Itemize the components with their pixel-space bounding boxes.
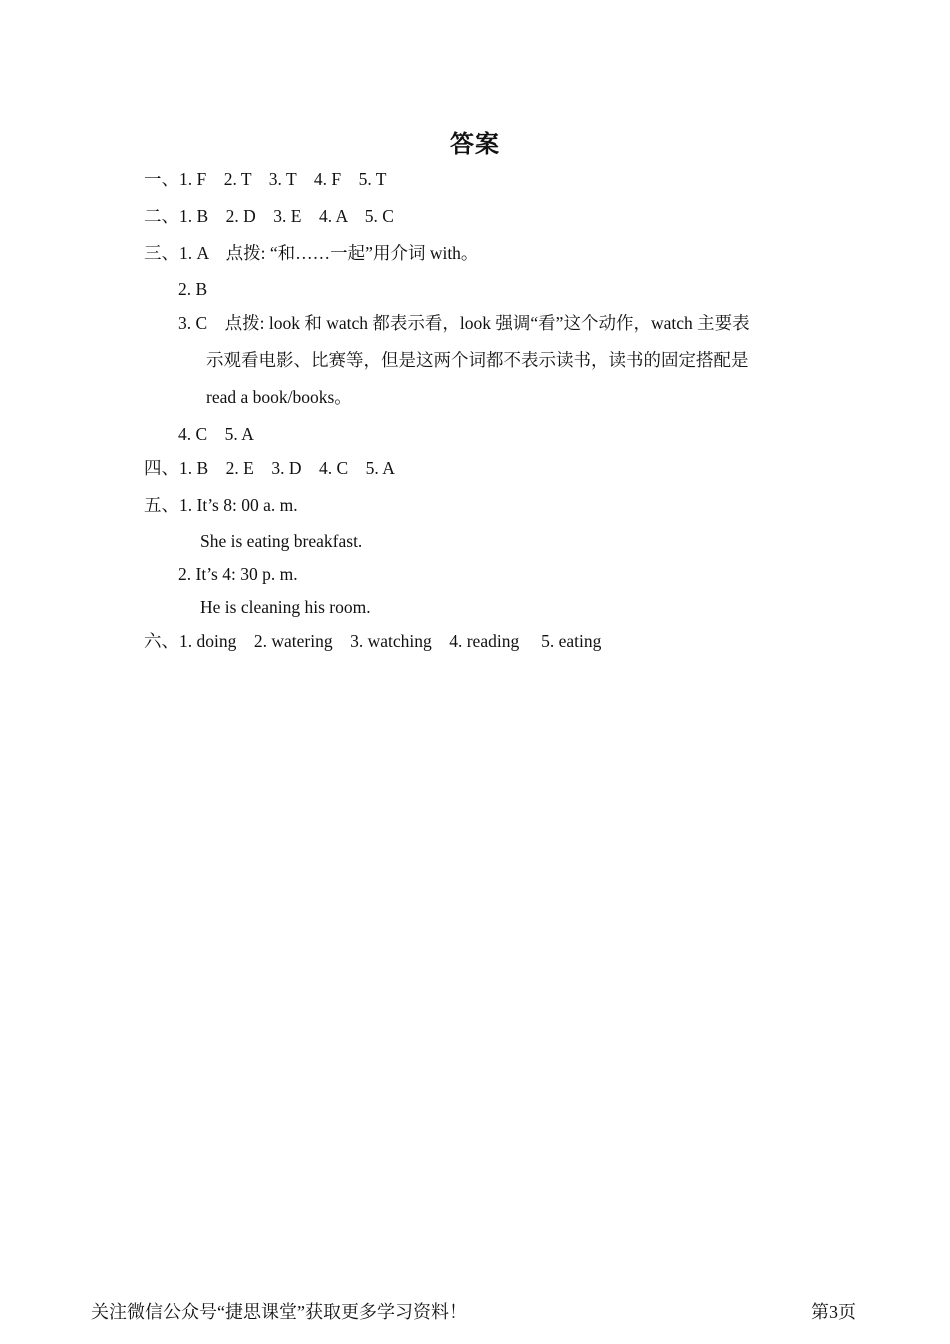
answer-line-section-4: 四、1. B 2. E 3. D 4. C 5. A bbox=[144, 458, 395, 478]
answer-line-section-3-q3-cont2: read a book/books。 bbox=[206, 387, 352, 407]
answer-line-section-2: 二、1. B 2. D 3. E 4. A 5. C bbox=[144, 206, 394, 226]
footer-page-number: 第3页 bbox=[811, 1302, 856, 1322]
answer-line-section-5-q2: 2. It’s 4: 30 p. m. bbox=[178, 564, 298, 584]
answer-line-section-6: 六、1. doing 2. watering 3. watching 4. reading 5. eating bbox=[144, 631, 602, 651]
answer-line-section-1: 一、1. F 2. T 3. T 4. F 5. T bbox=[144, 169, 387, 189]
answer-line-section-3-q3: 3. C 点拨: look 和 watch 都表示看，look 强调“看”这个动作，watch 主要表 bbox=[178, 313, 750, 333]
answer-line-section-3-q2: 2. B bbox=[178, 279, 208, 299]
answer-line-section-3-q1: 三、1. A 点拨: “和……一起”用介词 with。 bbox=[144, 243, 479, 263]
answer-line-section-5-q1: 五、1. It’s 8: 00 a. m. bbox=[144, 495, 298, 515]
answer-line-section-3-q3-cont1: 示观看电影、比赛等，但是这两个词都不表示读书，读书的固定搭配是 bbox=[206, 350, 749, 370]
answer-line-section-5-q1-b: She is eating breakfast. bbox=[200, 531, 363, 551]
answer-line-section-5-q2-b: He is cleaning his room. bbox=[200, 597, 371, 617]
footer-promo: 关注微信公众号“捷思课堂”获取更多学习资料！ bbox=[91, 1302, 467, 1322]
page-title: 答案 bbox=[450, 130, 500, 158]
answer-line-section-3-q4-5: 4. C 5. A bbox=[178, 424, 254, 444]
